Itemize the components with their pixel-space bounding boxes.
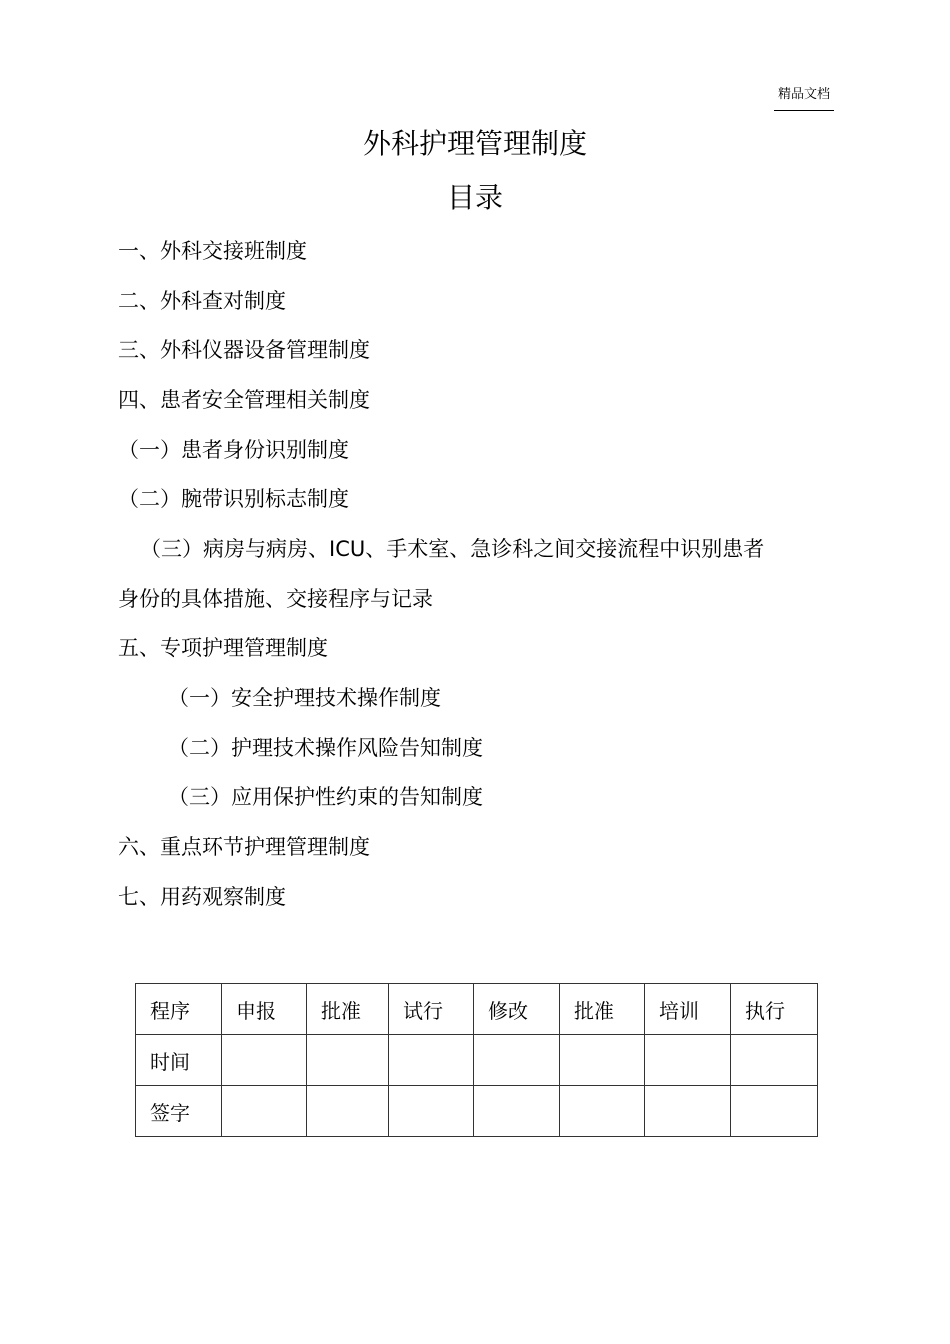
table-row	[136, 1086, 818, 1137]
document-watermark-label: 精品文档	[774, 86, 834, 111]
table-cell	[731, 1086, 818, 1137]
toc-item-7: 七、用药观察制度	[118, 885, 286, 909]
table-cell	[645, 1086, 731, 1137]
toc-subitem-5-3: （三）应用保护性约束的告知制度	[168, 785, 483, 809]
toc-subitem-5-1: （一）安全护理技术操作制度	[168, 686, 441, 710]
toc-item-2: 二、外科查对制度	[118, 289, 286, 313]
table-cell	[222, 1035, 307, 1086]
toc-subitem-4-2: （二）腕带识别标志制度	[118, 487, 349, 511]
table-cell	[222, 1086, 307, 1137]
toc-heading: 目录	[446, 181, 503, 214]
table-cell: 申报	[222, 984, 307, 1035]
toc-item-3: 三、外科仪器设备管理制度	[118, 338, 370, 362]
toc-subitem-4-3: （三）病房与病房、ICU、手术室、急诊科之间交接流程中识别患者	[140, 537, 765, 561]
table-cell: 批准	[307, 984, 389, 1035]
table-cell	[389, 1035, 474, 1086]
table-cell	[389, 1086, 474, 1137]
toc-subitem-5-2: （二）护理技术操作风险告知制度	[168, 736, 483, 760]
table-cell	[474, 1086, 560, 1137]
table-cell	[560, 1035, 645, 1086]
table-cell: 程序	[136, 984, 222, 1035]
table-header-row	[136, 984, 818, 1035]
table-cell: 培训	[645, 984, 731, 1035]
toc-subitem-4-3-continued: 身份的具体措施、交接程序与记录	[118, 587, 433, 611]
table-cell	[560, 1086, 645, 1137]
toc-subitem-4-1: （一）患者身份识别制度	[118, 438, 349, 462]
approval-table	[135, 983, 818, 1137]
table-cell: 执行	[731, 984, 818, 1035]
table-cell	[474, 1035, 560, 1086]
table-cell: 批准	[560, 984, 645, 1035]
toc-item-1: 一、外科交接班制度	[118, 239, 307, 263]
table-cell: 试行	[389, 984, 474, 1035]
table-cell	[307, 1086, 389, 1137]
table-cell: 签字	[136, 1086, 222, 1137]
toc-item-5: 五、专项护理管理制度	[118, 636, 328, 660]
table-cell	[731, 1035, 818, 1086]
table-cell	[645, 1035, 731, 1086]
table-cell	[307, 1035, 389, 1086]
toc-item-6: 六、重点环节护理管理制度	[118, 835, 370, 859]
table-row	[136, 1035, 818, 1086]
document-title: 外科护理管理制度	[362, 127, 587, 160]
table-cell: 时间	[136, 1035, 222, 1086]
toc-item-4: 四、患者安全管理相关制度	[118, 388, 370, 412]
table-cell: 修改	[474, 984, 560, 1035]
